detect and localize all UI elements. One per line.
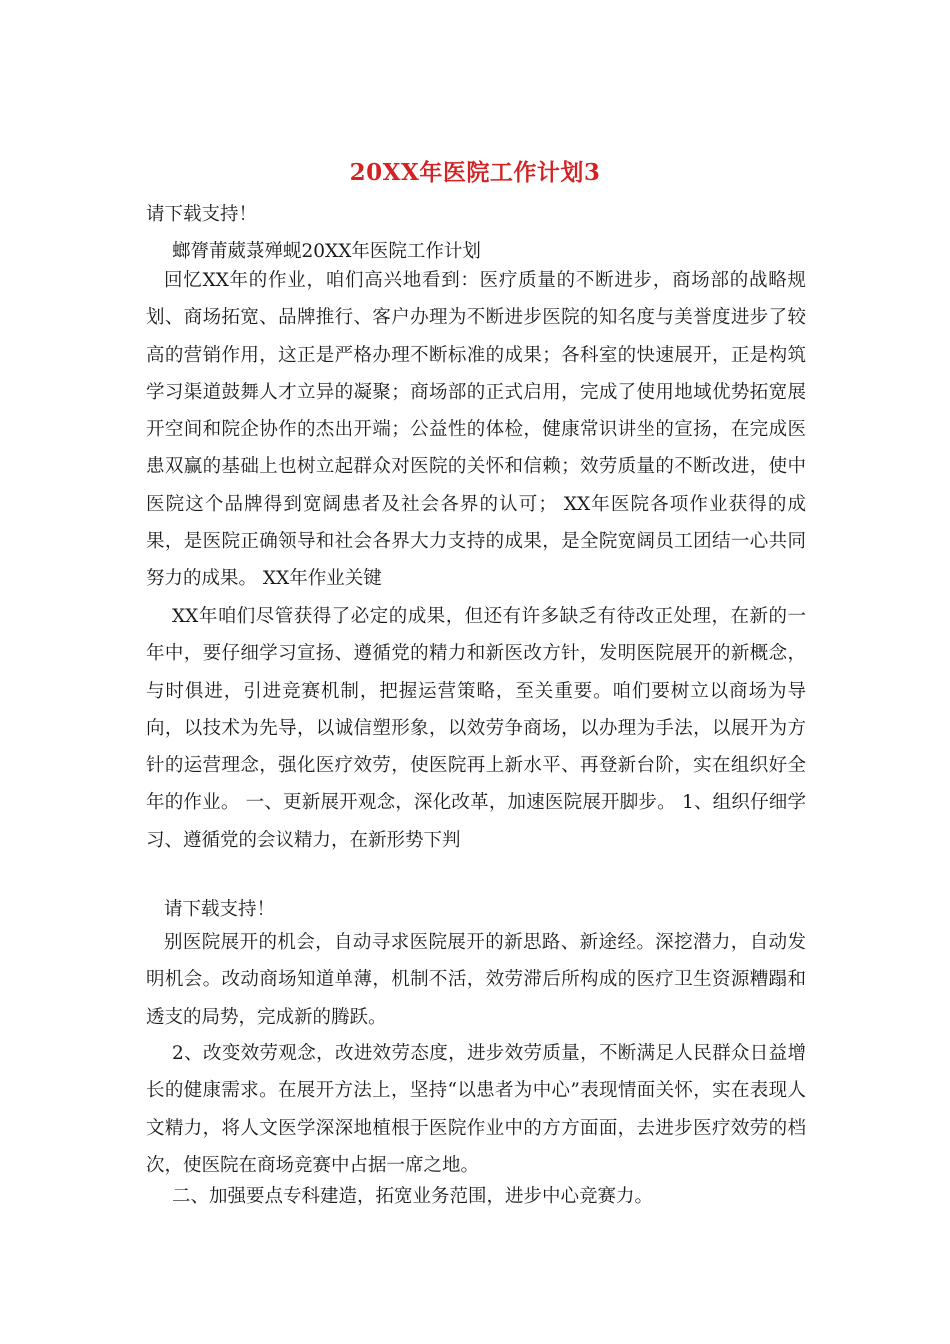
support-note bbox=[146, 891, 806, 928]
paragraph-text: 别医院展开的机会，自动寻求医院展开的新思路、新途经。深挖潜力，自动发明机会。改动商场知道单薄，机制不活，效劳滞后所构成的医疗卫生资源糟蹋和透支的局势，完成新的腾跃。 bbox=[146, 932, 806, 1028]
paragraph-opportunity bbox=[146, 924, 806, 1036]
paragraph-text: 回忆XX年的作业，咱们高兴地看到：医疗质量的不断进步，商场部的战略规划、商场拓宽、品牌推行、客户办理为不断进步医院的知名度与美誉度进步了较高的营销作用，这正是严格办理不断标准的成果；各科室的快速展开，正是构筑学习渠道鼓舞人才立异的凝聚；商场部的正式启用，完成了使用地域优势拓宽展开空间和院企协作的杰出开端；公益性的体检，健康常识讲坐的宣扬，在完成医患双赢的基础上也树立起群众对医院的关怀和信赖；效劳质量的不断改进，使中医院这个品牌得到宽阔患者及社会各界的认可； XX年医院各项作业获得的成果，是医院正确领导和社会各界大力支持的成果，是全院宽阔员工团结一心共同努力的成果。 XX年作业关键 bbox=[146, 270, 806, 590]
support-note-text: 请下载支持！ bbox=[146, 204, 258, 225]
support-note-text: 请下载支持！ bbox=[164, 899, 276, 920]
paragraph-plan bbox=[146, 598, 806, 859]
paragraph-specialty bbox=[146, 1178, 806, 1215]
document-title: 20XX年医院工作计划3 bbox=[349, 159, 601, 186]
paragraph-text: 2、改变效劳观念，改进效劳态度，进步效劳质量，不断满足人民群众日益增长的健康需求。在展开方法上，坚持“以患者为中心”表现情面关怀，实在表现人文精力，将人文医学深深地植根于医院作业中的方方面面，去进步医疗效劳的档次，使医院在商场竞赛中占据一席之地。 bbox=[146, 1043, 806, 1176]
paragraph-service bbox=[146, 1035, 806, 1184]
subtitle-text: 螂膂莆葳菉殚蚬20XX年医院工作计划 bbox=[172, 241, 481, 262]
paragraph-review bbox=[146, 262, 806, 598]
paragraph-text: 二、加强要点专科建造，拓宽业务范围，进步中心竞赛力。 bbox=[172, 1186, 654, 1207]
support-note bbox=[146, 196, 806, 233]
paragraph-text: XX年咱们尽管获得了必定的成果，但还有许多缺乏有待改正处理，在新的一年中，要仔细学习宣扬、遵循党的精力和新医改方针，发明医院展开的新概念，与时俱进，引进竞赛机制，把握运营策略，至关重要。咱们要树立以商场为导向，以技术为先导，以诚信塑形象，以效劳争商场，以办理为手法，以展开为方针的运营理念，强化医疗效劳，使医院再上新水平、再登新台阶，实在组织好全年的作业。 一、更新展开观念，深化改革，加速医院展开脚步。 1、组织仔细学习、遵循党的会议精力，在新形势下判 bbox=[146, 606, 806, 851]
